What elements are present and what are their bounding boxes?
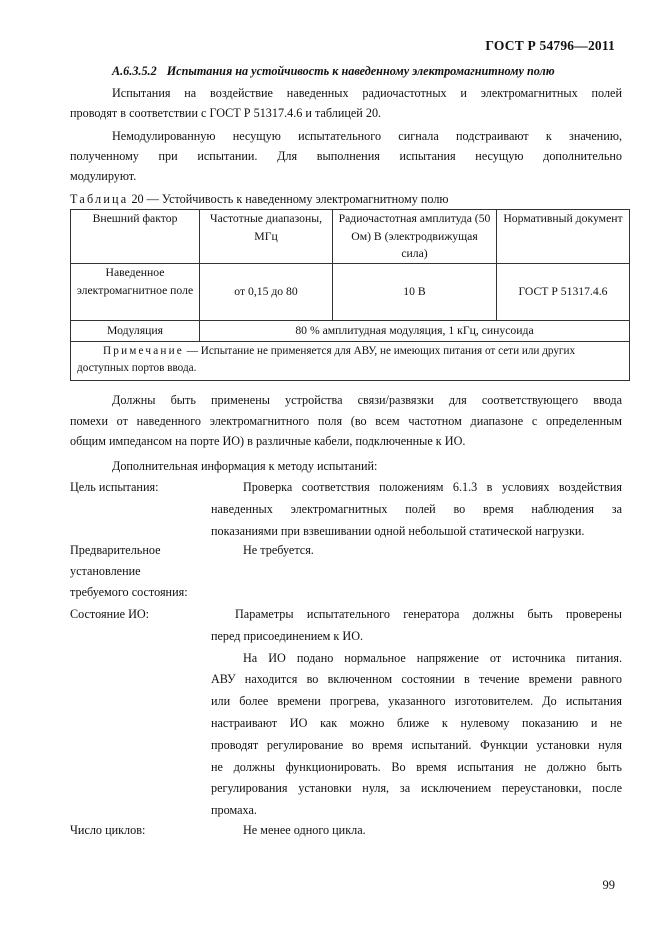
table-cell: Модуляция — [71, 321, 200, 342]
table-cell: ГОСТ Р 51317.4.6 — [497, 264, 630, 321]
preliminary-value: Не требуется. — [243, 543, 314, 557]
preliminary-label-line-1: Предварительное — [70, 543, 161, 557]
table-header-cell: Частотные диапазоны, МГц — [200, 210, 333, 264]
eut-state-line-1: Параметры испытательного генератора должны быть проверены — [235, 607, 622, 621]
eut-state-p2-line-4: настраивают ИО как можно ближе к нулевому показанию и не — [211, 715, 622, 730]
goal-label: Цель испытания: — [70, 480, 159, 494]
paragraph-1-line-1: Испытания на воздействие наведенных радиочастотных и электромагнитных полей — [112, 86, 622, 100]
table-cell: 10 В — [333, 264, 497, 321]
table-row — [71, 321, 630, 342]
paragraph-1-line-2: проводят в соответствии с ГОСТ Р 51317.4.6 и таблицей 20. — [70, 106, 382, 120]
goal-line-3: показаниями при взвешивании одной небольшой статической нагрузки. — [211, 523, 585, 538]
paragraph-3 — [70, 390, 622, 452]
table-header-cell: Нормативный документ — [497, 210, 630, 264]
paragraph-3-line-1: Должны быть применены устройства связи/развязки для соответствующего ввода — [112, 393, 622, 407]
paragraph-2-line-1: Немодулированную несущую испытательного сигнала подстраивают к значению, — [112, 129, 622, 143]
paragraph-1 — [70, 83, 622, 123]
eut-state-p2-line-6: не должны функционировать. Во время испытания не должно быть — [211, 759, 622, 774]
eut-state-line-2: перед присоединением к ИО. — [211, 628, 364, 643]
table-note-row — [71, 342, 630, 381]
eut-state-p2-line-8: промаха. — [211, 803, 257, 818]
table-header-cell: Радиочастотная амплитуда (50 Ом) В (электродвижущая сила) — [333, 210, 497, 264]
eut-state-label: Состояние ИО: — [70, 607, 150, 621]
table-cell: от 0,15 до 80 — [200, 264, 333, 321]
table-note-text: — Испытание не применяется для АВУ, не имеющих питания от сети или других доступных портов ввода. — [77, 345, 576, 374]
cycles-label: Число циклов: — [70, 823, 146, 837]
table-header-cell: Внешний фактор — [71, 210, 200, 264]
eut-state-p2-line-5: проводят регулирование во время испытаний. Функции установки нуля — [211, 737, 622, 752]
preliminary-label-line-3: требуемого состояния: — [70, 585, 188, 599]
goal-value — [211, 477, 622, 542]
paragraph-3-line-2: помехи от наведенного электромагнитного поля (во всем частотном диапазоне с определенным — [70, 413, 622, 428]
section-title: Испытания на устойчивость к наведенному электромагнитному полю — [166, 64, 555, 78]
table-note — [71, 342, 630, 381]
eut-state-p2-line-2: АВУ находится во включенном состоянии в течение времени равного — [211, 672, 622, 687]
table-note-label: Примечание — [103, 345, 184, 357]
table-caption-prefix: Таблица — [70, 192, 129, 206]
goal-line-1: Проверка соответствия положениям 6.1.3 в условиях воздействия — [243, 480, 622, 494]
table-row — [71, 264, 630, 321]
table-caption — [70, 192, 449, 207]
table-cell: 80 % амплитудная модуляция, 1 кГц, синусоида — [200, 321, 630, 342]
eut-state-p2-line-1: На ИО подано нормальное напряжение от источника питания. — [243, 650, 622, 665]
table-cell: Наведенное электромагнитное поле — [71, 264, 200, 321]
eut-state-p2-line-3: или более времени прогрева, указанного изготовителем. До испытания — [211, 694, 622, 709]
cycles-value: Не менее одного цикла. — [243, 823, 366, 837]
page-number: 99 — [602, 878, 615, 892]
section-heading — [112, 64, 555, 79]
preliminary-label — [70, 540, 188, 603]
document-header: ГОСТ Р 54796—2011 — [485, 38, 615, 53]
eut-state-value — [211, 604, 622, 822]
paragraph-2 — [70, 126, 622, 186]
table-caption-text: 20 — Устойчивость к наведенному электромагнитному полю — [128, 192, 449, 206]
paragraph-2-line-3: модулируют. — [70, 169, 137, 183]
eut-state-p2-line-7: регулирования установки нуля, за исключением переустановки, после — [211, 781, 622, 796]
immunity-table — [70, 209, 630, 381]
section-number: А.6.3.5.2 — [112, 64, 157, 78]
goal-line-2: наведенных электромагнитных полей во время наблюдения за — [211, 501, 622, 516]
paragraph-4: Дополнительная информация к методу испытаний: — [112, 459, 378, 473]
table-header-row — [71, 210, 630, 264]
paragraph-2-line-2: полученному при испытании. Для выполнения испытания несущую дополнительно — [70, 149, 622, 163]
paragraph-3-line-3: общим импедансом на порте ИО) в различные кабели, подключенные к ИО. — [70, 434, 466, 448]
preliminary-label-line-2: установление — [70, 564, 141, 578]
